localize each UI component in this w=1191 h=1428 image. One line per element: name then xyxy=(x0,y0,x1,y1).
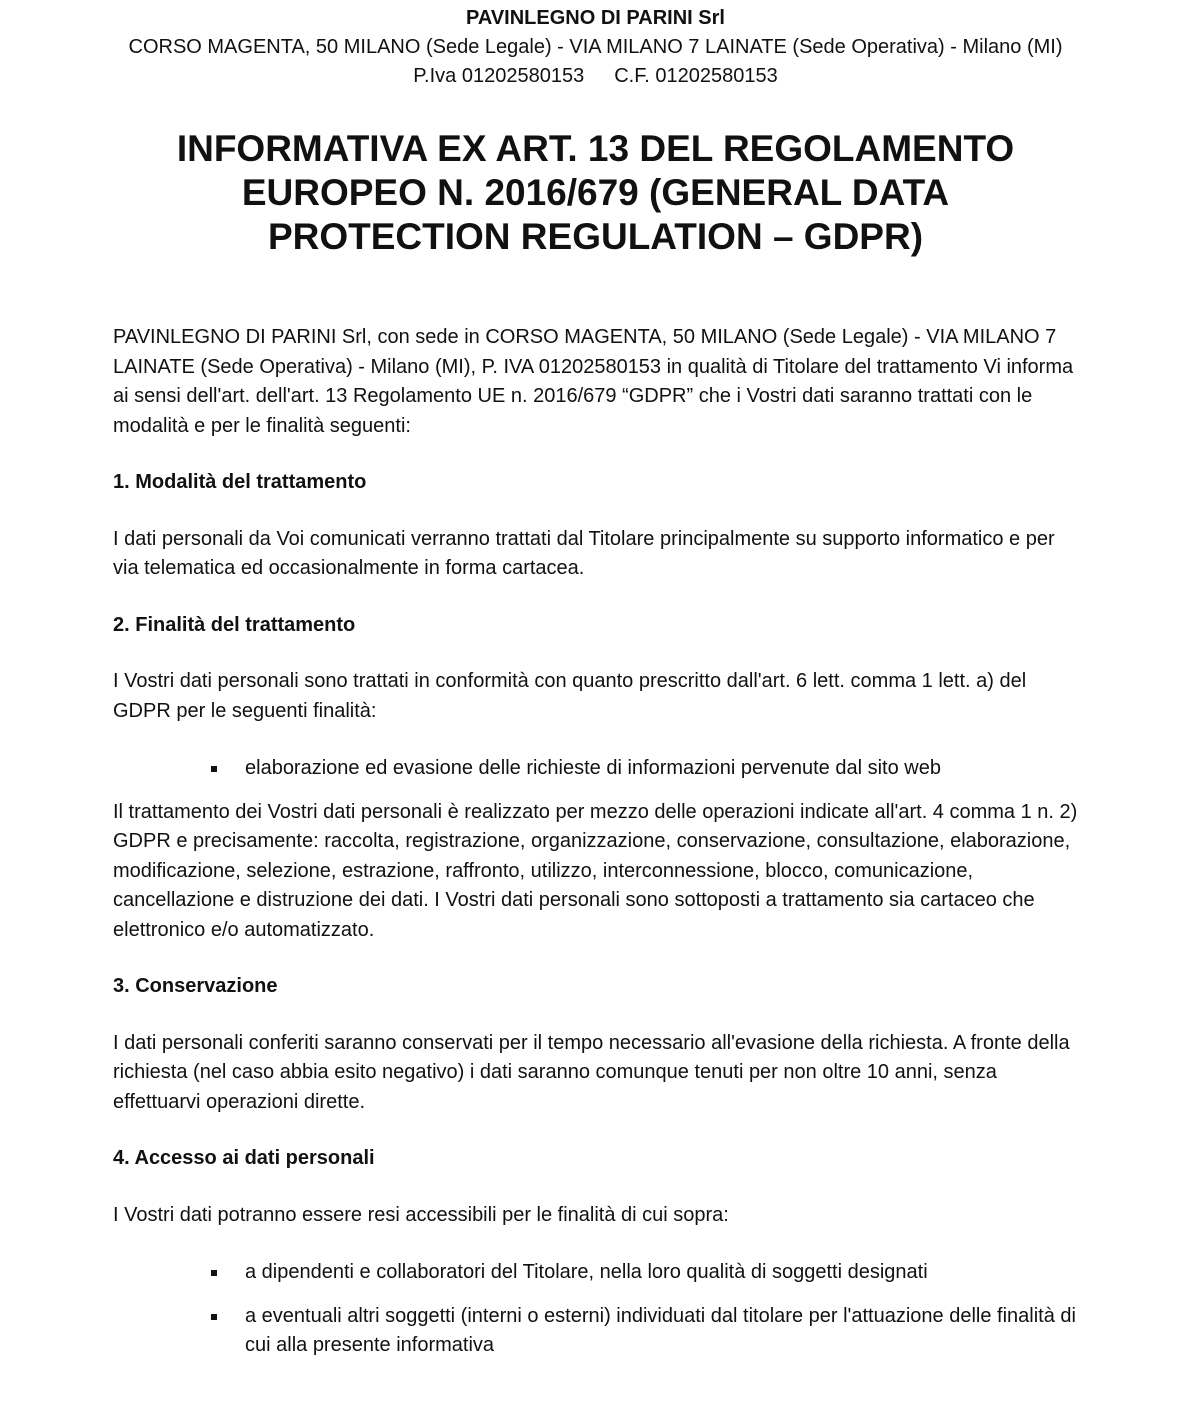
section-body-accesso: I Vostri dati potranno essere resi accessibili per le finalità di cui sopra: xyxy=(113,1203,729,1226)
accesso-bullet-list xyxy=(113,1258,1078,1361)
square-bullet-icon xyxy=(211,1314,217,1320)
section-heading-modalita: 1. Modalità del trattamento xyxy=(113,471,367,493)
document-title: INFORMATIVA EX ART. 13 DEL REGOLAMENTO EUROPEO N. 2016/679 (GENERAL DATA PROTECTION REGULATION – GDPR) xyxy=(176,128,1015,257)
list-item-text: a eventuali altri soggetti (interni o esterni) individuati dal titolare per l'attuazione delle finalità di cui alla presente informativa xyxy=(245,1304,1076,1356)
tax-code: C.F. 01202580153 xyxy=(614,65,778,87)
section-heading-finalita: 2. Finalità del trattamento xyxy=(113,613,356,636)
section-heading-accesso: 4. Accesso ai dati personali xyxy=(113,1147,375,1169)
company-name: PAVINLEGNO DI PARINI Srl xyxy=(466,7,725,29)
section-heading-conservazione: 3. Conservazione xyxy=(113,975,278,997)
section-body-conservazione: I dati personali conferiti saranno conservati per il tempo necessario all'evasione della richiesta. A fronte della richiesta (nel caso abbia esito negativo) i dati saranno comunque tenuti per non oltre 10 anni, senza effettuarvi operazioni dirette. xyxy=(113,1031,1070,1113)
section-body-finalita: I Vostri dati personali sono trattati in conformità con quanto prescritto dall'art. 6 lett. comma 1 lett. a) del GDPR per le seguenti finalità: xyxy=(113,670,1027,722)
vat-number: P.Iva 01202580153 xyxy=(413,65,585,87)
company-header xyxy=(113,0,1078,91)
list-item xyxy=(245,1258,1078,1288)
list-item-text: elaborazione ed evasione delle richieste di informazioni pervenute dal sito web xyxy=(245,757,941,779)
intro-paragraph: PAVINLEGNO DI PARINI Srl, con sede in CORSO MAGENTA, 50 MILANO (Sede Legale) - VIA MILANO 7 LAINATE (Sede Operativa) - Milano (MI), P. IVA 01202580153 in qualità di Titolare del trattamento Vi informa ai sensi dell'art. dell'art. 13 Regolamento UE n. 2016/679 “GDPR” che i Vostri dati saranno trattati con le modalità e per le finalità seguenti: xyxy=(113,326,1074,437)
list-item-text: a dipendenti e collaboratori del Titolare, nella loro qualità di soggetti designati xyxy=(245,1261,928,1283)
list-item xyxy=(245,754,1078,784)
section-body-modalita: I dati personali da Voi comunicati verranno trattati dal Titolare principalmente su supporto informatico e per via telematica ed occasionalmente in forma cartacea. xyxy=(113,527,1055,579)
company-address: CORSO MAGENTA, 50 MILANO (Sede Legale) - VIA MILANO 7 LAINATE (Sede Operativa) - Milano (MI) xyxy=(128,36,1063,58)
square-bullet-icon xyxy=(211,1270,217,1276)
finalita-bullet-list xyxy=(113,754,1078,784)
list-item xyxy=(245,1302,1078,1361)
square-bullet-icon xyxy=(211,766,217,772)
company-tax-ids xyxy=(113,62,1078,91)
section-body-operazioni: Il trattamento dei Vostri dati personali è realizzato per mezzo delle operazioni indicate all'art. 4 comma 1 n. 2) GDPR e precisamente: raccolta, registrazione, organizzazione, conservazione, consultazione, elaborazione, modificazione, selezione, estrazione, raffronto, utilizzo, interconnessione, blocco, comunicazione, cancellazione e distruzione dei dati. I Vostri dati personali sono sottoposti a trattamento sia cartaceo che elettronico e/o automatizzato. xyxy=(113,800,1078,941)
